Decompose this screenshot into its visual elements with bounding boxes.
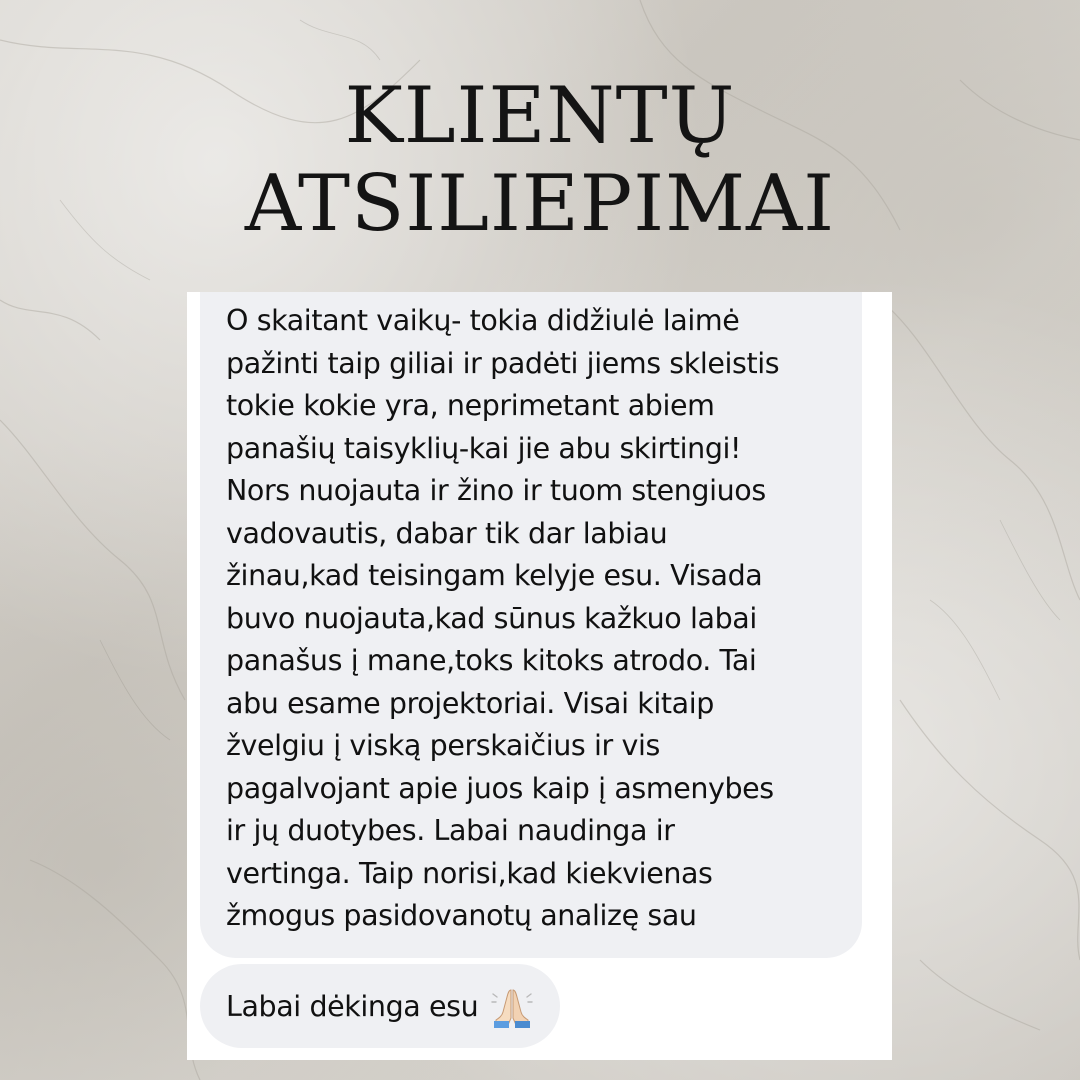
title-line-1: KLIENTŲ — [344, 71, 736, 161]
message-text: O skaitant vaikų- tokia didžiulė laimė pažinti taip giliai ir padėti jiems skleistis tokie kokie yra, neprimetant abiem panašių taisyklių-kai jie abu skirtingi! Nors nuojauta ir žino ir tuom stengiuos vadovautis, dabar tik dar labiau žinau,kad teisingam kelyje esu. Visada buvo nuojauta,kad sūnus kažkuo labai panašus į mane,toks kitoks atrodo. Tai abu esame projektoriai. Visai kitaip žvelgiu į viską perskaičius ir vis pagalvojant apie juos kaip į asmenybes ir jų duotybes. Labai naudinga ir vertinga. Taip norisi,kad kiekvienas žmogus pasidovanotų analizę sau — [226, 304, 780, 932]
message-bubble — [200, 964, 560, 1048]
title-line-2: ATSILIEPIMAI — [244, 159, 836, 249]
message-bubble — [200, 292, 862, 958]
message-text: Labai dėkinga esu — [226, 989, 479, 1023]
page-title — [0, 72, 1080, 248]
chat-screenshot-card — [187, 292, 892, 1060]
folded-hands-icon — [490, 984, 534, 1028]
